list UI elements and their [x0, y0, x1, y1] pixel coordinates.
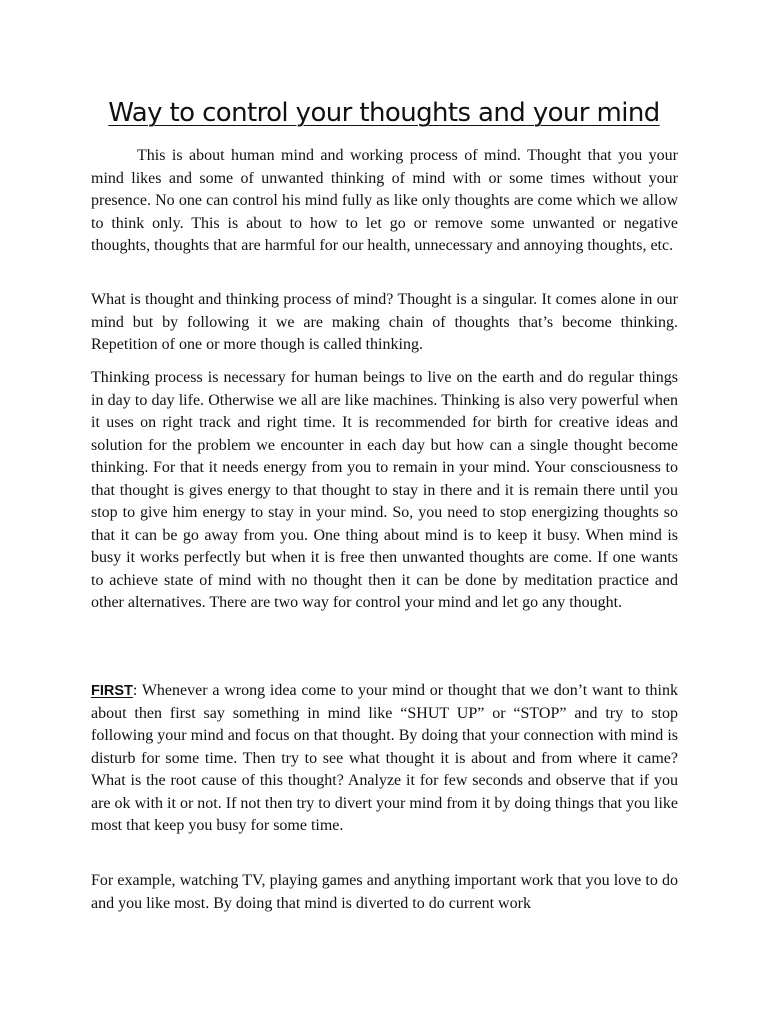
- thought-definition-section: [91, 289, 678, 357]
- first-text: Whenever a wrong idea come to your mind or thought that we don’t want to think about then first say something in mind like “SHUT UP” or “STOP” and try to stop following your mind and focus on that thought. By doing that your connection with mind is disturb for some time. Then try to see what thought it is about and from where it came? What is the root cause of this thought? Analyze it for few seconds and observe that if you are ok with it or not. If not then try to divert your mind from it by doing things that you like most that keep you busy for some time.: [91, 682, 678, 834]
- first-heading-separator: :: [132, 682, 138, 699]
- paragraph-example: For example, watching TV, playing games and anything important work that you love to do and you like most. By doing that mind is diverted to do current work: [91, 872, 678, 912]
- first-section: [91, 680, 678, 838]
- paragraph-intro: This is about human mind and working process of mind. Thought that you your mind likes and some of unwanted thinking of mind with or some times without your presence. No one can control his mind fully as like only thoughts are come which we allow to think only. This is about to how to let go or remove some unwanted or negative thoughts, thoughts that are harmful for our health, unnecessary and annoying thoughts, etc.: [91, 147, 678, 254]
- first-heading: FIRST: [91, 683, 133, 699]
- paragraph-first: [91, 680, 678, 838]
- document-title: Way to control your thoughts and your mind: [108, 98, 660, 128]
- thinking-process-section: [91, 367, 678, 615]
- example-section: [91, 870, 678, 915]
- paragraph-thought-definition: What is thought and thinking process of mind? Thought is a singular. It comes alone in our mind but by following it we are making chain of thoughts that’s become thinking. Repetition of one or more though is called thinking.: [91, 291, 678, 353]
- intro-section: [91, 145, 678, 258]
- paragraph-thinking-process: Thinking process is necessary for human beings to live on the earth and do regular things in day to day life. Otherwise we all are like machines. Thinking is also very powerful when it uses on right track and right time. It is recommended for birth for creative ideas and solution for the problem we encounter in each day but how can a single thought become thinking. For that it needs energy from you to remain in your mind. Your consciousness to that thought is gives energy to that thought to stay in there and it is remain there until you stop to give him energy to stay in your mind. So, you need to stop energizing thoughts so that it can be go away from you. One thing about mind is to keep it busy. When mind is busy it works perfectly but when it is free then unwanted thoughts are come. If one wants to achieve state of mind with no thought then it can be done by meditation practice and other alternatives. There are two way for control your mind and let go any thought.: [91, 369, 678, 611]
